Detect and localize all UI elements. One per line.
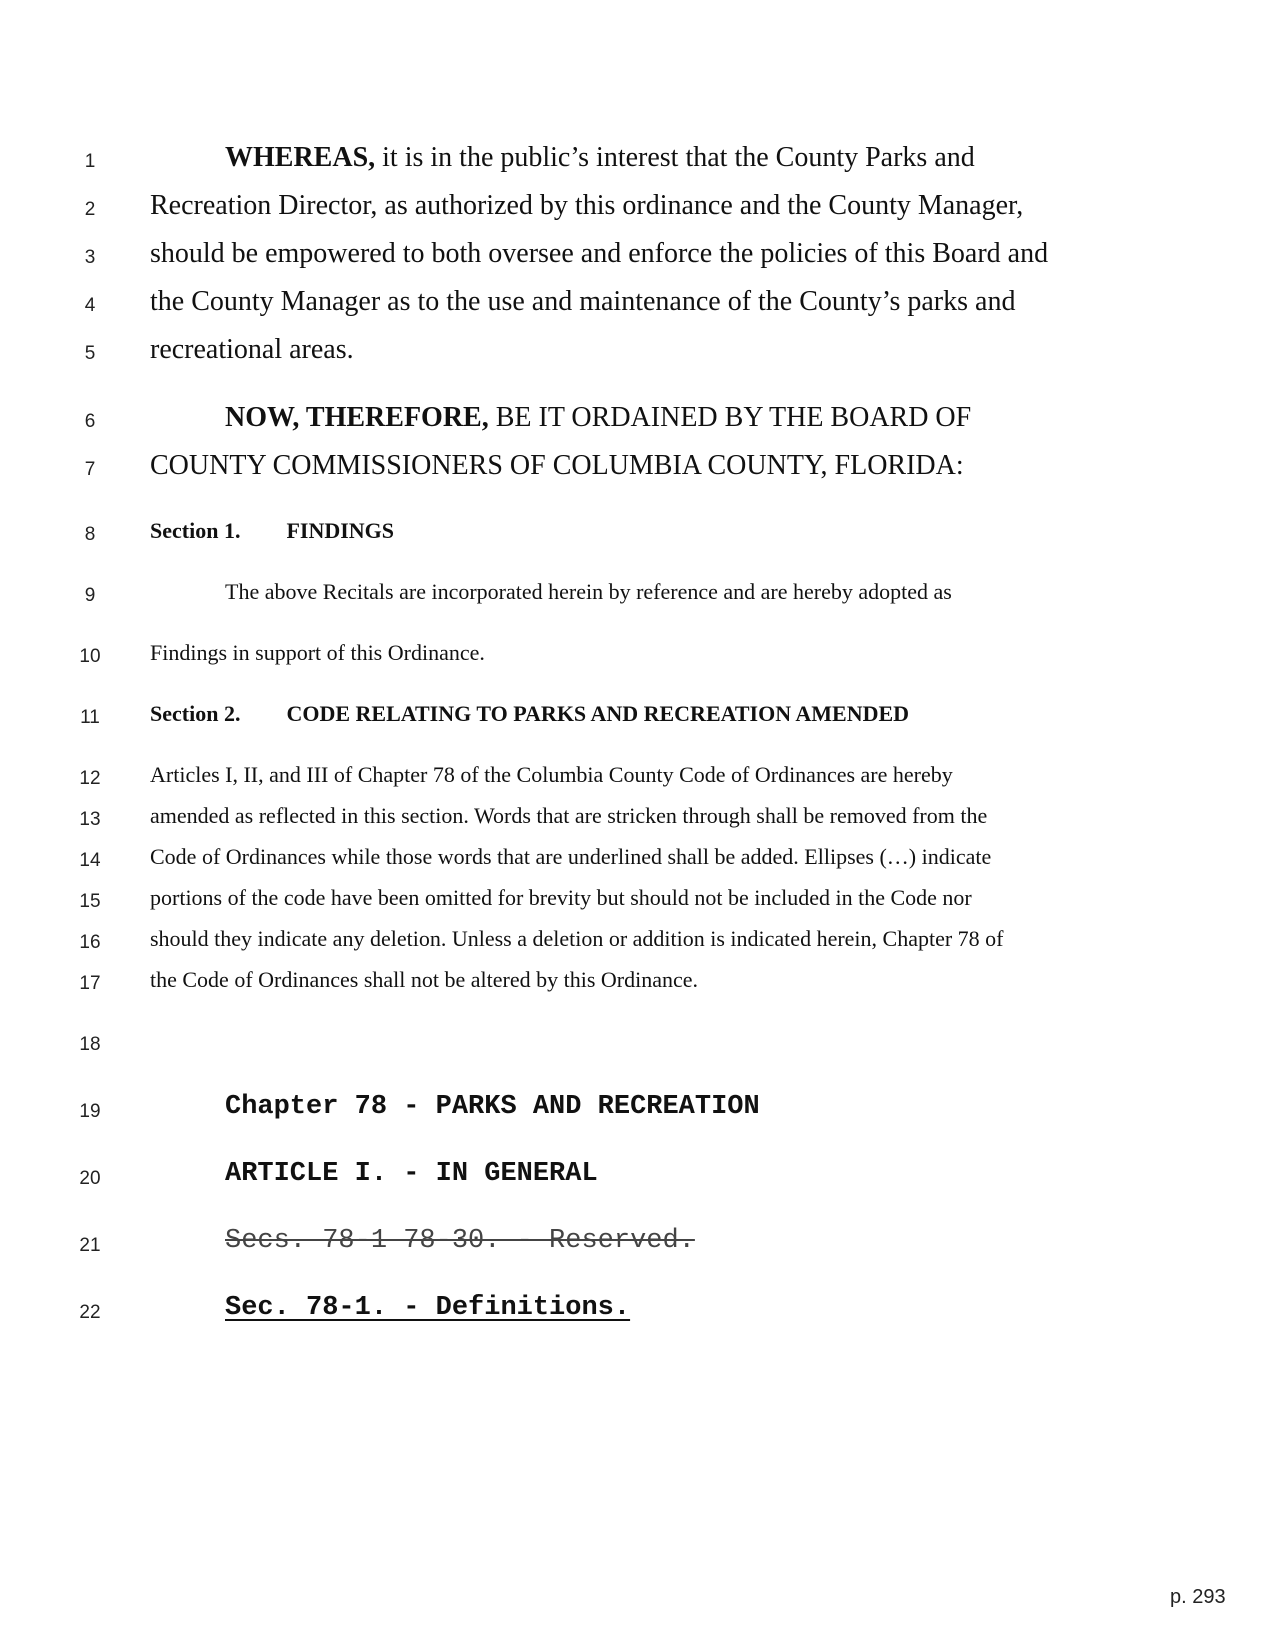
section-1-heading bbox=[150, 518, 394, 544]
text-line: COUNTY COMMISSIONERS OF COLUMBIA COUNTY, FLORIDA: bbox=[150, 450, 964, 481]
line-number: 20 bbox=[79, 1168, 101, 1189]
line-number: 3 bbox=[84, 247, 96, 268]
line-number: 15 bbox=[79, 891, 101, 912]
line-number: 7 bbox=[84, 459, 96, 480]
page-number: p. 293 bbox=[1170, 1586, 1226, 1608]
line-number: 9 bbox=[84, 585, 96, 606]
article-heading: ARTICLE I. - IN GENERAL bbox=[225, 1159, 598, 1189]
whereas-clause-line bbox=[225, 142, 975, 174]
text-line: Code of Ordinances while those words that are underlined shall be added. Ellipses (…) indicate bbox=[150, 844, 992, 869]
text-line: the Code of Ordinances shall not be altered by this Ordinance. bbox=[150, 967, 699, 992]
section-2-heading bbox=[150, 701, 909, 727]
now-therefore-line bbox=[225, 402, 971, 434]
now-therefore-text: BE IT ORDAINED BY THE BOARD OF bbox=[488, 402, 972, 433]
text-line: the County Manager as to the use and maintenance of the County’s parks and bbox=[150, 286, 1016, 317]
whereas-lead: WHEREAS, bbox=[225, 142, 376, 173]
text-line: recreational areas. bbox=[150, 334, 354, 365]
text-line: should they indicate any deletion. Unless a deletion or addition is indicated herein, Chapter 78 of bbox=[150, 926, 1004, 951]
line-number: 10 bbox=[79, 646, 101, 667]
section-title: CODE RELATING TO PARKS AND RECREATION AMENDED bbox=[286, 701, 910, 726]
line-number: 6 bbox=[84, 411, 96, 432]
now-therefore-lead: NOW, THEREFORE, bbox=[225, 402, 489, 433]
line-number: 18 bbox=[79, 1034, 101, 1055]
text-line: amended as reflected in this section. Words that are stricken through shall be removed from the bbox=[150, 803, 988, 828]
text-line: should be empowered to both oversee and enforce the policies of this Board and bbox=[150, 238, 1049, 269]
line-number: 17 bbox=[79, 973, 101, 994]
line-number: 5 bbox=[84, 343, 96, 364]
line-number: 4 bbox=[84, 295, 96, 316]
line-number: 1 bbox=[84, 151, 96, 172]
section-number: Section 2. bbox=[150, 701, 241, 726]
whereas-text: it is in the public’s interest that the County Parks and bbox=[375, 142, 975, 173]
line-number: 21 bbox=[79, 1235, 101, 1256]
chapter-heading: Chapter 78 - PARKS AND RECREATION bbox=[225, 1092, 760, 1122]
line-number: 14 bbox=[79, 850, 101, 871]
text-line: Recreation Director, as authorized by this ordinance and the County Manager, bbox=[150, 190, 1024, 221]
text-line: Articles I, II, and III of Chapter 78 of the Columbia County Code of Ordinances are hereby bbox=[150, 762, 953, 787]
line-number: 12 bbox=[79, 768, 101, 789]
line-number: 2 bbox=[84, 199, 96, 220]
line-number: 11 bbox=[80, 707, 100, 728]
text-line: The above Recitals are incorporated herein by reference and are hereby adopted as bbox=[225, 579, 952, 604]
section-number: Section 1. bbox=[150, 518, 241, 543]
line-number: 19 bbox=[79, 1101, 101, 1122]
line-number: 22 bbox=[79, 1302, 101, 1323]
text-line: Findings in support of this Ordinance. bbox=[150, 640, 485, 665]
added-section-heading: Sec. 78-1. - Definitions. bbox=[225, 1293, 631, 1323]
line-number: 8 bbox=[84, 524, 96, 545]
line-number: 13 bbox=[79, 809, 101, 830]
stricken-section-heading: Secs. 78-1—78-30. - Reserved. bbox=[225, 1226, 695, 1256]
text-line: portions of the code have been omitted for brevity but should not be included in the Code nor bbox=[150, 885, 972, 910]
line-number: 16 bbox=[79, 932, 101, 953]
section-title: FINDINGS bbox=[286, 518, 395, 543]
